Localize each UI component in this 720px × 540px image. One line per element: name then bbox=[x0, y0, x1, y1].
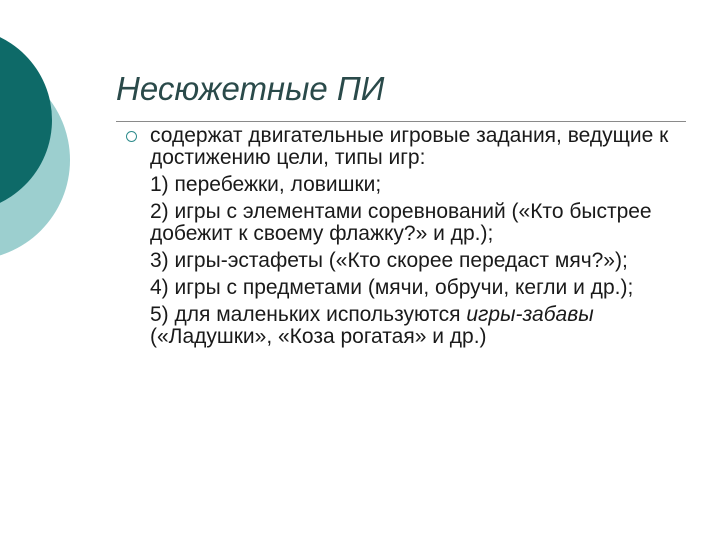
decorative-circles bbox=[0, 0, 140, 300]
item-number: 1) bbox=[150, 173, 169, 196]
item-text-italic: игры-забавы bbox=[466, 303, 594, 326]
list-item-3 bbox=[124, 250, 684, 272]
title-divider bbox=[116, 121, 686, 122]
item-text-after: («Ладушки», «Коза рогатая» и др.) bbox=[150, 325, 487, 348]
item-number: 2) bbox=[150, 200, 169, 223]
item-number: 4) bbox=[150, 276, 169, 299]
list-item-2 bbox=[124, 201, 684, 245]
slide-content bbox=[124, 125, 684, 353]
list-item-bullet bbox=[124, 125, 684, 169]
item-text: перебежки, ловишки; bbox=[174, 173, 382, 196]
item-text: игры с предметами (мячи, обручи, кегли и др.); bbox=[174, 276, 634, 299]
list-item-1 bbox=[124, 174, 684, 196]
item-text: игры-эстафеты («Кто скорее передаст мяч?»); bbox=[174, 249, 628, 272]
list-item-5 bbox=[124, 304, 684, 348]
item-text: содержат двигательные игровые задания, ведущие к достижению цели, типы игр: bbox=[150, 124, 669, 169]
hollow-circle-icon bbox=[124, 125, 148, 147]
item-text-before: для маленьких используются bbox=[174, 303, 467, 326]
item-text: игры с элементами соревнований («Кто быстрее добежит к своему флажку?» и др.); bbox=[150, 200, 652, 245]
item-number: 3) bbox=[150, 249, 169, 272]
item-number: 5) bbox=[150, 303, 169, 326]
list-item-4 bbox=[124, 277, 684, 299]
slide-title: Несюжетные ПИ bbox=[116, 70, 385, 107]
